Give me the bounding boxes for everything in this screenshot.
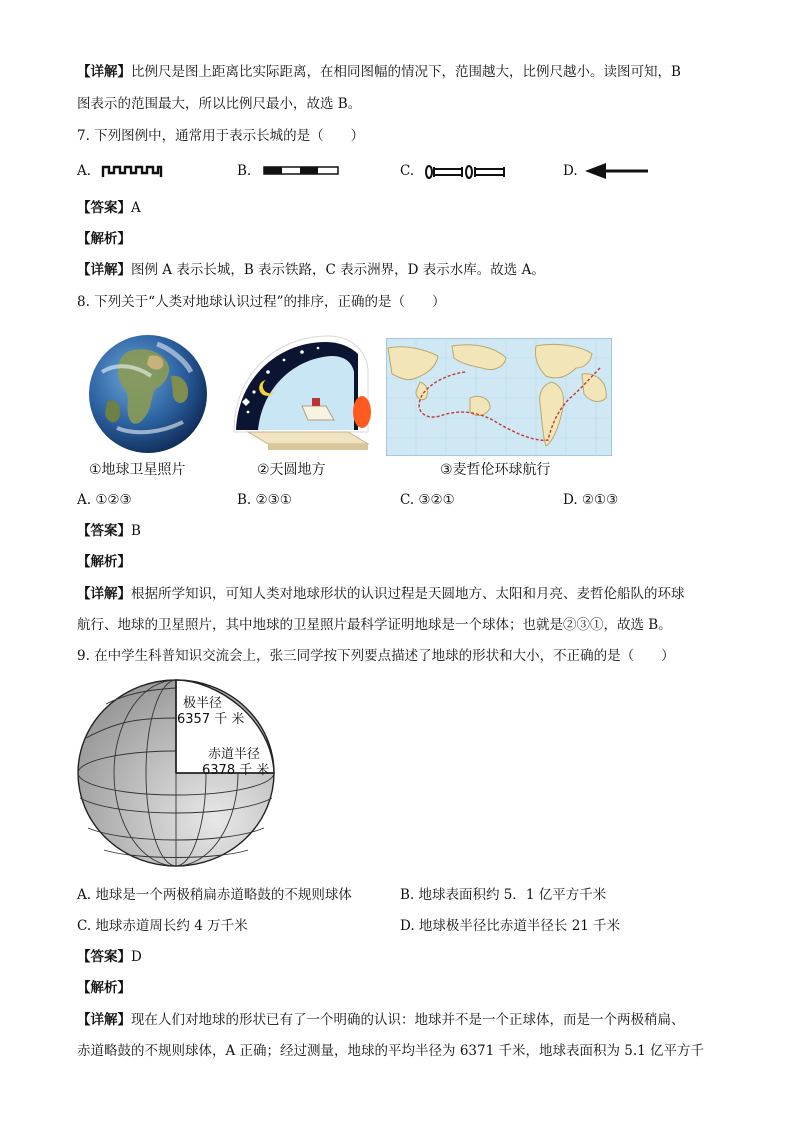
q7-answer: 【答案】A [77,200,141,216]
q8-option-b: B. ②③① [237,492,292,508]
q8-option-c: C. ③②① [400,492,455,508]
great-wall-legend-icon [101,163,163,179]
q8-option-d: D. ②①③ [563,492,619,508]
equatorial-radius-value: 6378 千 米 [202,763,270,778]
polar-radius-label: 极半径 [183,696,223,711]
q9-stem: 9. 在中学生科普知识交流会上，张三同学按下列要点描述了地球的形状和大小，不正确的是（ ） [77,648,675,664]
q9-detail-line1: 【详解】现在人们对地球的形状已有了一个明确的认识：地球并不是一个正球体，而是一个两极稍扁、 [77,1012,685,1028]
q7-option-a: A. [77,163,92,179]
q7-detail: 【详解】图例 A 表示长城，B 表示铁路，C 表示洲界，D 表示水库。故选 A。 [77,262,545,278]
polar-radius-value: 6357 千 米 [177,712,245,727]
q9-option-b: B. 地球表面积约 5．1 亿平方千米 [400,887,607,903]
q7-option-d: D. [563,163,578,179]
figure-caption-3: ③麦哲伦环球航行 [440,462,551,478]
q9-analysis-tag: 【解析】 [77,980,131,996]
q9-option-c: C. 地球赤道周长约 4 万千米 [77,918,248,934]
q9-option-d: D. 地球极半径比赤道半径长 21 千米 [400,918,621,934]
reservoir-arrow-legend-icon [584,162,650,180]
figure-caption-1: ①地球卫星照片 [89,462,186,478]
q8-option-a: A. ①②③ [77,492,132,508]
q8-detail-line1: 【详解】根据所学知识，可知人类对地球形状的认识过程是天圆地方、太阳和月亮、麦哲伦船队的环球 [77,586,685,602]
earth-satellite-photo [87,332,209,456]
q7-analysis-tag: 【解析】 [77,231,131,247]
q7-option-c: C. [400,163,415,179]
q6-detail-line1: 【详解】比例尺是图上距离比实际距离，在相同图幅的情况下，范围越大，比例尺越小。读图可知，B [77,64,681,80]
figure-caption-2: ②天圆地方 [257,462,326,478]
round-sky-square-earth-illustration [228,332,374,456]
q8-detail-line2: 航行、地球的卫星照片，其中地球的卫星照片最科学证明地球是一个球体；也就是②③①，故选 B。 [77,617,672,633]
magellan-voyage-map [386,338,612,456]
q9-option-a: A. 地球是一个两极稍扁赤道略鼓的不规则球体 [77,887,352,903]
railway-legend-icon [263,166,339,176]
q6-detail-line2: 图表示的范围最大，所以比例尺最小，故选 B。 [77,96,362,112]
q8-analysis-tag: 【解析】 [77,554,131,570]
q9-answer: 【答案】D [77,949,142,965]
q7-stem: 7. 下列图例中，通常用于表示长城的是（ ） [77,128,365,144]
equatorial-radius-label: 赤道半径 [208,747,261,762]
q8-stem: 8. 下列关于“人类对地球认识过程”的排序，正确的是（ ） [77,294,446,310]
q9-detail-line2: 赤道略鼓的不规则球体，A 正确；经过测量，地球的平均半径为 6371 千米，地球表面积为 5.1 亿平方千 [77,1043,705,1059]
detail-tag: 【详解】 [77,64,131,80]
q8-answer: 【答案】B [77,523,141,539]
continent-boundary-legend-icon [424,163,508,181]
q7-option-b: B. [237,163,252,179]
